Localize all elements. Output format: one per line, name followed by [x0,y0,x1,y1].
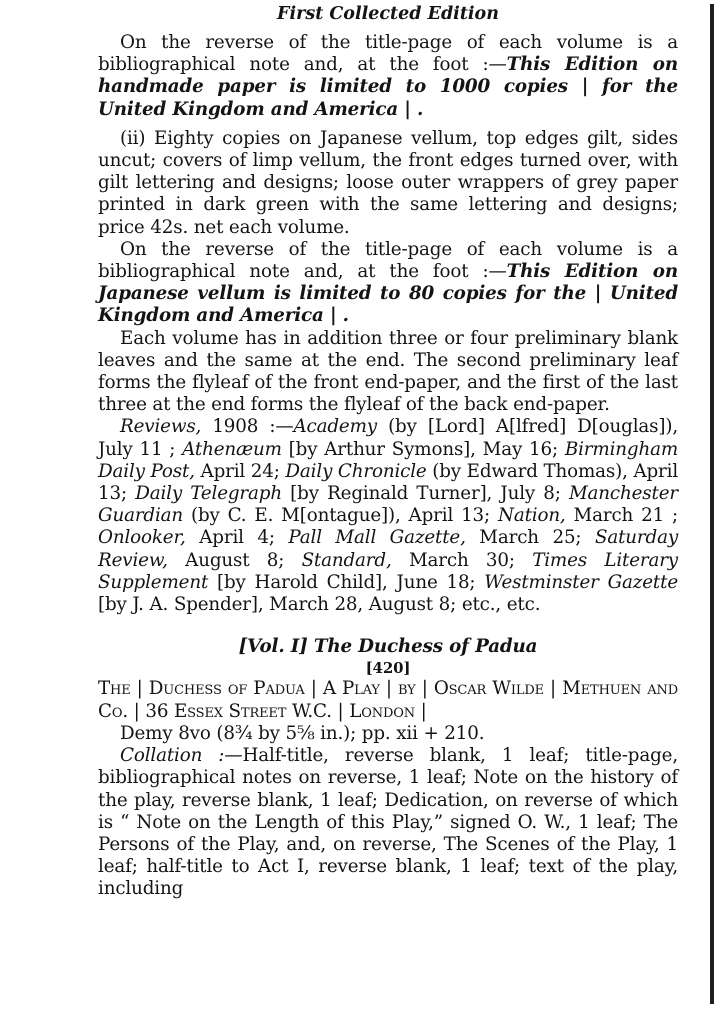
review-tls: Times Literary Supplement [98,549,678,593]
review-manchester-guardian: Manchester Guardian [98,483,678,527]
review-text: April 24; [194,460,286,482]
review-daily-chronicle: Daily Chronicle [285,460,427,482]
review-text: March 21 ; [565,505,678,527]
review-text: March 30; [391,549,533,571]
collation-label: Collation :— [120,745,243,767]
review-standard: Standard, [301,549,392,571]
paragraph-reviews [98,416,678,616]
review-text: August 8; [167,549,302,571]
paragraph-blank-leaves: Each volume has in addition three or four preliminary blank leaves and the same at the end. The second preliminary leaf forms the flyleaf of the front end-paper, and the first of the last three at the end forms the flyleaf of the back end-paper. [98,327,678,416]
format-statement: Demy 8vo (8¾ by 5⅝ in.); pp. xii + 210. [120,722,485,744]
review-academy: Academy [293,416,377,438]
review-text: (by C. E. M[ontague]), April 13; [183,505,498,527]
review-westminster: Westminster Gazette [484,571,678,593]
paragraph-japanese-vellum: (ii) Eighty copies on Japanese vellum, top edges gilt, sides uncut; covers of limp vellum, the front edges turned over, with gilt lettering and designs; loose outer wrappers of grey paper printed in dark green with the same lettering and designs; price 42s. net each volume. [98,127,678,238]
review-birmingham: Birmingham Daily Post, [98,438,678,482]
page-edge-shadow [710,4,714,1004]
text-column [98,0,678,901]
review-text: April 4; [185,527,289,549]
entry-number: [420] [365,659,411,678]
review-onlooker: Onlooker, [98,527,186,549]
review-athenaeum: Athenæum [182,438,282,460]
review-nation: Nation, [497,505,566,527]
review-text: [by Harold Child], June 18; [208,571,485,593]
note-intro: On the reverse of the title-page of each volume is a bibliographical note and, at the foot :— [98,32,678,76]
review-text: [by Arthur Symons], May 16; [281,438,565,460]
review-text: [by J. A. Spender], March 28, August 8; etc., etc. [98,594,541,616]
paragraph-collation [98,745,678,900]
review-saturday: Saturday Review, [98,527,678,571]
note-intro-vellum: On the reverse of the title-page of each volume is a bibliographical note and, at the foot :— [98,238,678,283]
limitation-statement-handmade: This Edition on handmade paper is limited to 1000 copies | for the United Kingdom and America | . [98,54,678,120]
review-text: 1908 :— [201,416,294,438]
reviews-label: Reviews, [120,416,202,438]
paragraph-vellum-note [98,239,678,328]
review-text: [by Reginald Turner], July 8; [281,483,569,505]
review-daily-telegraph: Daily Telegraph [135,483,282,505]
review-text: (by Edward Thomas), April 13; [98,460,679,505]
volume-heading: [Vol. I] The Duchess of Padua [238,636,538,658]
review-text: (by [Lord] A[lfred] D[ouglas]), July 11 ; [98,416,678,460]
running-head: First Collected Edition [277,4,499,24]
title-transcription: The | Duchess of Padua | A Play | by | Oscar Wilde | Methuen and Co. | 36 Essex Street W.C. | London | [98,678,678,722]
paragraph-first-edition-note [98,32,678,121]
review-pall-mall: Pall Mall Gazette, [288,527,466,549]
limitation-statement-vellum: This Edition on Japanese vellum is limited to 80 copies for the | United Kingdom and America | . [98,261,678,327]
review-text: March 25; [465,527,595,549]
collation-text: Half-title, reverse blank, 1 leaf; title-page, bibliographical notes on reverse, 1 leaf; Note on the history of the play, reverse blank, 1 leaf; Dedication, on reverse of which is “ Note on the Length of this Play,” signed O. W., 1 leaf; The Persons of the Play, and, on reverse, The Scenes of the Play, 1 leaf; half-title to Act I, reverse blank, 1 leaf; text of the play, including [98,745,678,900]
